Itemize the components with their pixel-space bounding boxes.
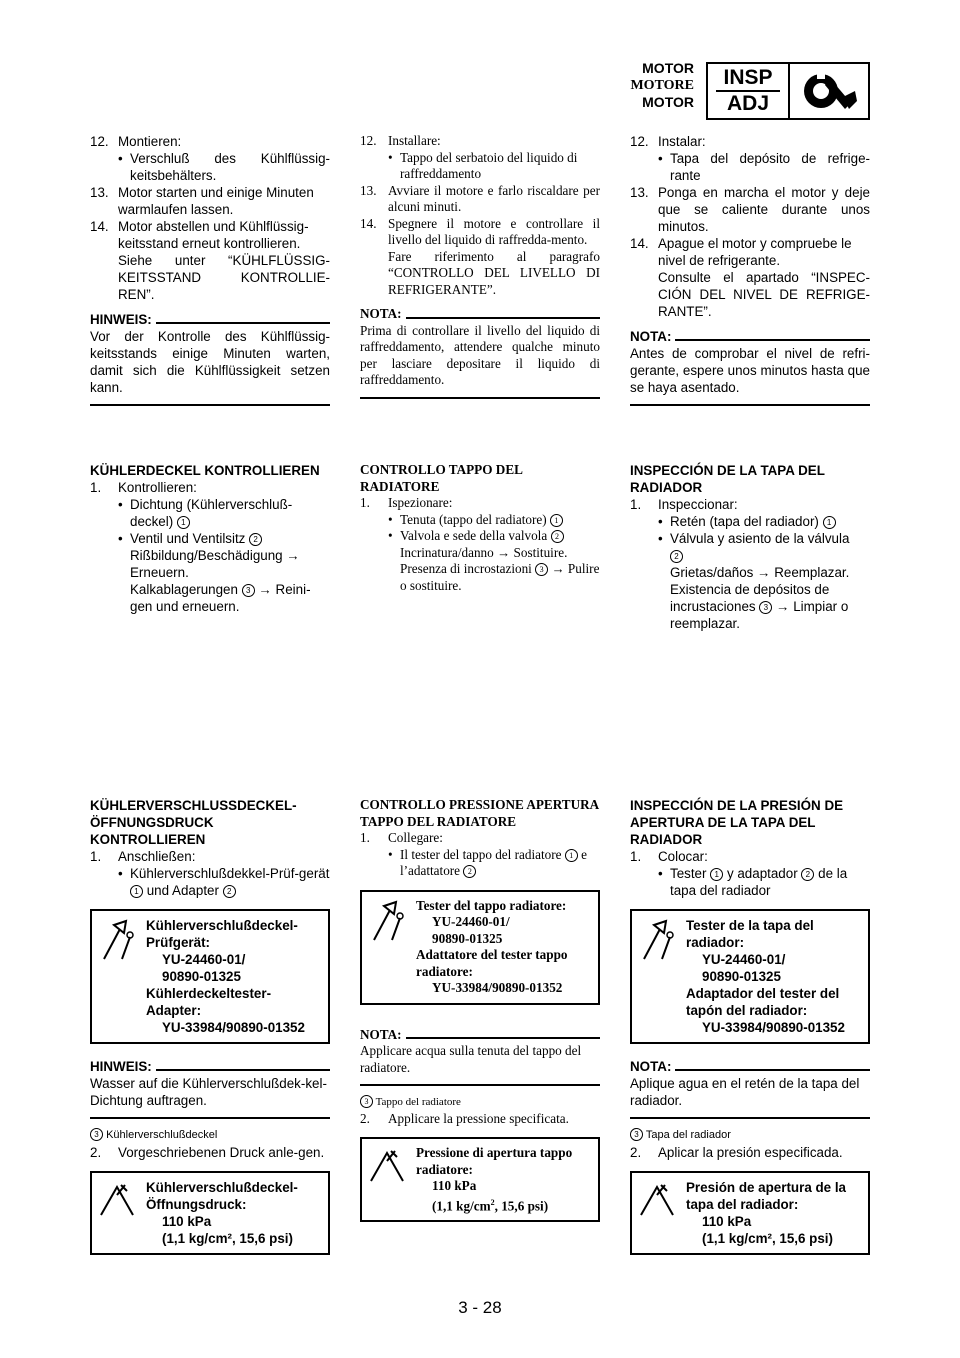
it-spec-box: Pressione di apertura tappo radiatore: 110 kPa (1,1 $kg/cm^2$, 15,6 psi) (360, 1137, 600, 1222)
es-spec-box: Presión de apertura de la tapa del radiador: 110 kPa (1,1 kg/cm², 15,6 psi) (630, 1171, 870, 1255)
de-radiator-cap-block: KÜHLERDECKEL KONTROLLIEREN 1. Kontrollieren: • Dichtung (Kühlerverschluß-deckel) 1 • Ventil und Ventilsitz 2 Rißbildung/Beschädigung → Erneuern. Kalkablagerungen 3 → Reini-gen und erneuern. (90, 462, 330, 615)
page-number: 3 - 28 (458, 1298, 502, 1317)
it-radiator-cap-block: CONTROLLO TAPPO DEL RADIATORE 1. Ispezionare: • Tenuta (tappo del radiatore) 1 • Valvola e sede della valvola 2 Incrinatura/danno → Sostituire. Presenza di incrostazioni 3 → Pulire o sostituire. (360, 462, 600, 593)
de-tool-box: Kühlerverschlußdeckel-Prüfgerät: YU-24460-01/ 90890-01325 Kühlerdeckeltester-Adapter: YU-33984/90890-01352 (90, 909, 330, 1044)
section-labels (600, 60, 694, 111)
it-top-block: 12. Installare: • Tappo del serbatoio del liquido di raffreddamento 13. Avviare il motore e farlo riscaldare per alcuni minuti. 14. Spegnere il motore e controllare il livello del liquido di raffredda-mento. Fare riferimento al paragrafo “CONTROLLO DEL LIVELLO DI REFRIGERANTE”. NOTA: Prima di controllare il livello del liquido di raffreddamento, attendere qualche minuto per lasciare depositare il liquido di raffreddamento. (360, 133, 600, 399)
insp-adj-text (708, 64, 790, 118)
it-pressure-block: CONTROLLO PRESSIONE APERTURA TAPPO DEL RADIATORE 1. Collegare: • Il tester del tappo del radiatore 1 e l’adattatore 2 Tester del tappo radiatore: YU-24460-01/ 90890-01325 Adattatore del tester tappo radiatore: YU-33984/90890-01352 NOTA: Applicare acqua sulla tenuta del tappo del radiatore. 3 Tappo del radiatore 2. Applicare la pressione specificata. Pressione di apertura tappo radiatore: 110 kPa (1,1 $kg/cm^2$, 15,6 psi) (360, 797, 600, 1222)
callout-3: 3 (242, 584, 255, 597)
spec-icon (632, 1173, 682, 1253)
de-spec-box: Kühlerverschlußdeckel-Öffnungsdruck: 110 kPa (1,1 kg/cm², 15,6 psi) (90, 1171, 330, 1255)
de-sec2-title: KÜHLERDECKEL KONTROLLIEREN (90, 463, 320, 478)
callout-1: 1 (177, 516, 190, 529)
tool-icon (92, 911, 142, 1042)
de-top-block (90, 133, 330, 406)
de-note1-text: Vor der Kontrolle des Kühlflüssig-keitsstands einige Minuten warten, damit sich die Kühlflüssigkeit setzen kann. (90, 329, 330, 395)
de-step-13: 13. Motor starten und einige Minuten warmlaufen lassen. (90, 185, 314, 217)
it-tool-box: Tester del tappo radiatore: YU-24460-01/ 90890-01325 Adattatore del tester tappo radiatore: YU-33984/90890-01352 (360, 890, 600, 1005)
de-step-14: 14. Motor abstellen und Kühlflüssig-keitsstand erneut kontrollieren. (90, 219, 309, 251)
de-bullet-cap: • Verschluß des Kühlflüssig-keitsbehälters. (118, 151, 330, 183)
wrench-gauge-icon (790, 64, 868, 118)
de-note2-text: Wasser auf die Kühlerverschlußdek-kel-Dichtung auftragen. (90, 1076, 327, 1108)
de-step-14-ref: Siehe unter “KÜHLFLÜSSIG-KEITSSTAND KONTROLLIE-REN”. (118, 253, 330, 302)
spec-icon (92, 1173, 142, 1253)
label-motor-de: MOTOR (642, 60, 694, 76)
badge-adj: ADJ (726, 92, 769, 115)
de-note1-head: HINWEIS: (90, 311, 330, 328)
es-radiator-cap-block: INSPECCIÓN DE LA TAPA DEL RADIADOR 1. Inspeccionar: • Retén (tapa del radiador) 1 • Válvula y asiento de la válvula 2 Grietas/daños → Reemplazar. Existencia de depósitos de incrustaciones 3 → Limpiar o reemplazar. (630, 463, 850, 631)
callout-2: 2 (249, 533, 262, 546)
label-motor-es: MOTOR (642, 94, 694, 110)
de-pressure-block: KÜHLERVERSCHLUSSDECKEL-ÖFFNUNGSDRUCK KONTROLLIEREN 1. Anschließen: • Kühlerverschlußdekkel-Prüf-gerät 1 und Adapter 2 Kühlerverschlußdeckel-Prüfgerät: YU-24460-01/ 90890-01325 Kühlerdeckeltester-Adapter: YU-33984/90890-01352 HINWEIS: Wasser auf die Kühlerverschlußdek-kel-Dichtung auftragen. 3 Kühlerverschlußdeckel 2. Vorgeschriebenen Druck anle-gen. Kühlerverschlußdeckel-Öffnungsdruck: 110 kPa (1,1 kg/cm², 15,6 psi) (90, 797, 330, 1255)
tool-icon (362, 892, 412, 1003)
spec-icon (362, 1139, 412, 1220)
insp-adj-badge (706, 62, 870, 120)
de-sec3-title: KÜHLERVERSCHLUSSDECKEL-ÖFFNUNGSDRUCK KONTROLLIEREN (90, 798, 297, 847)
es-tool-box: Tester de la tapa del radiador: YU-24460-01/ 90890-01325 Adaptador del tester del tapón del radiador: YU-33984/90890-01352 (630, 909, 870, 1044)
tool-icon (632, 911, 682, 1042)
de-step-12: 12. Montieren: (90, 134, 182, 149)
label-motore-it: MOTORE (630, 78, 694, 93)
es-pressure-block: INSPECCIÓN DE LA PRESIÓN DE APERTURA DE LA TAPA DEL RADIADOR 1. Colocar: • Tester 1 y adaptador 2 de la tapa del radiador Tester de la tapa del radiador: YU-24460-01/ 90890-01325 Adaptador del tester del tapón del radiador: YU-33984/90890-01352 NOTA: Aplique agua en el retén de la tapa del radiador. 3 Tapa del radiador 2. Aplicar la presión especificada. Presión de apertura de la tapa del radiador: 110 kPa (1,1 kg/cm², 15,6 psi) (630, 797, 870, 1255)
badge-insp: INSP (723, 66, 773, 89)
es-top-block: 12. Instalar: • Tapa del depósito de refrige-rante 13. Ponga en marcha el motor y deje que se caliente durante unos minutos. 14. Apague el motor y compruebe le nivel de refrigerante. Consulte el apartado “INSPEC-CIÓN DEL NIVEL DE REFRIGE-RANTE”. NOTA: Antes de comprobar el nivel de refri-gerante, espere unos minutos hasta que se haya asentado. (630, 133, 870, 406)
